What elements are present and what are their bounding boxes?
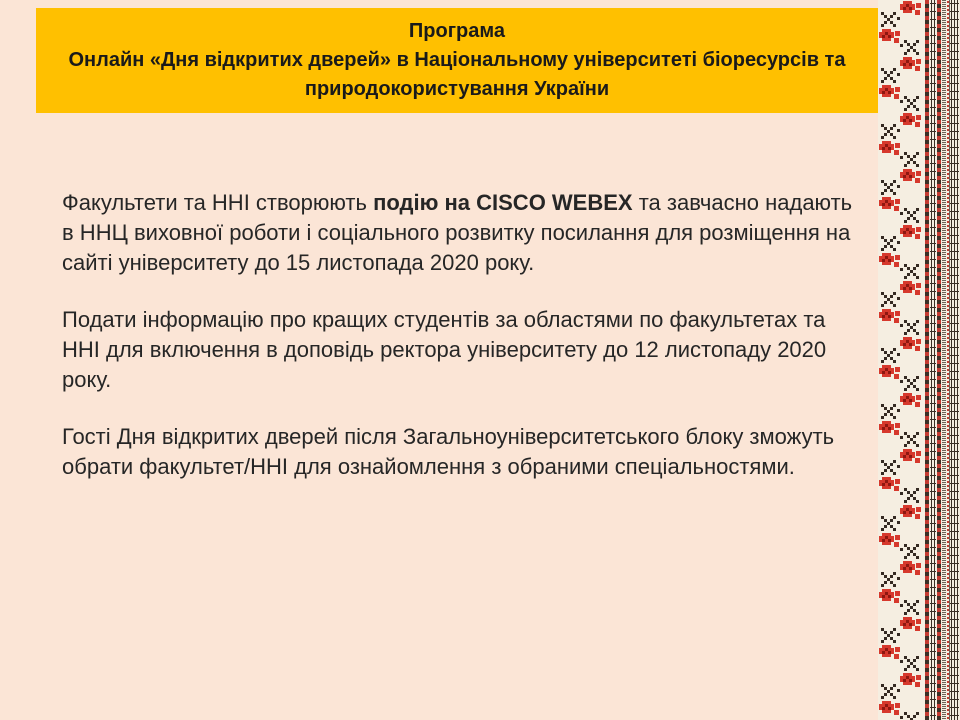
body-text bbox=[62, 188, 862, 509]
title-banner bbox=[36, 8, 878, 113]
paragraph-1-suffix: та завчасно надають в ННЦ виховної роботи і соціального розвитку посилання для розміщення на сайті університету до 15 листопада 2020 року. bbox=[62, 190, 853, 275]
paragraph-3: Гості Дня відкритих дверей після Загальноуніверситетського блоку зможуть обрати факультет/ННІ для ознайомлення з обраними спеціальностями. bbox=[62, 424, 835, 479]
paragraph-2: Подати інформацію про кращих студентів за областями по факультетах та ННІ для включення в доповідь ректора університету до 12 листопаду 2020 року. bbox=[62, 307, 827, 392]
paragraph-1-bold-segment: подію на CISCO WEBEX bbox=[373, 190, 633, 215]
title-line-2: Онлайн «Дня відкритих дверей» в Національному університеті біоресурсів та природокористування України bbox=[68, 49, 846, 100]
embroidery-border bbox=[878, 0, 960, 720]
title-line-1: Програма bbox=[408, 20, 506, 42]
paragraph-1-prefix: Факультети та ННІ створюють bbox=[62, 190, 374, 215]
vyshyvanka-pattern-svg bbox=[878, 0, 960, 720]
paragraph-1 bbox=[62, 188, 862, 278]
